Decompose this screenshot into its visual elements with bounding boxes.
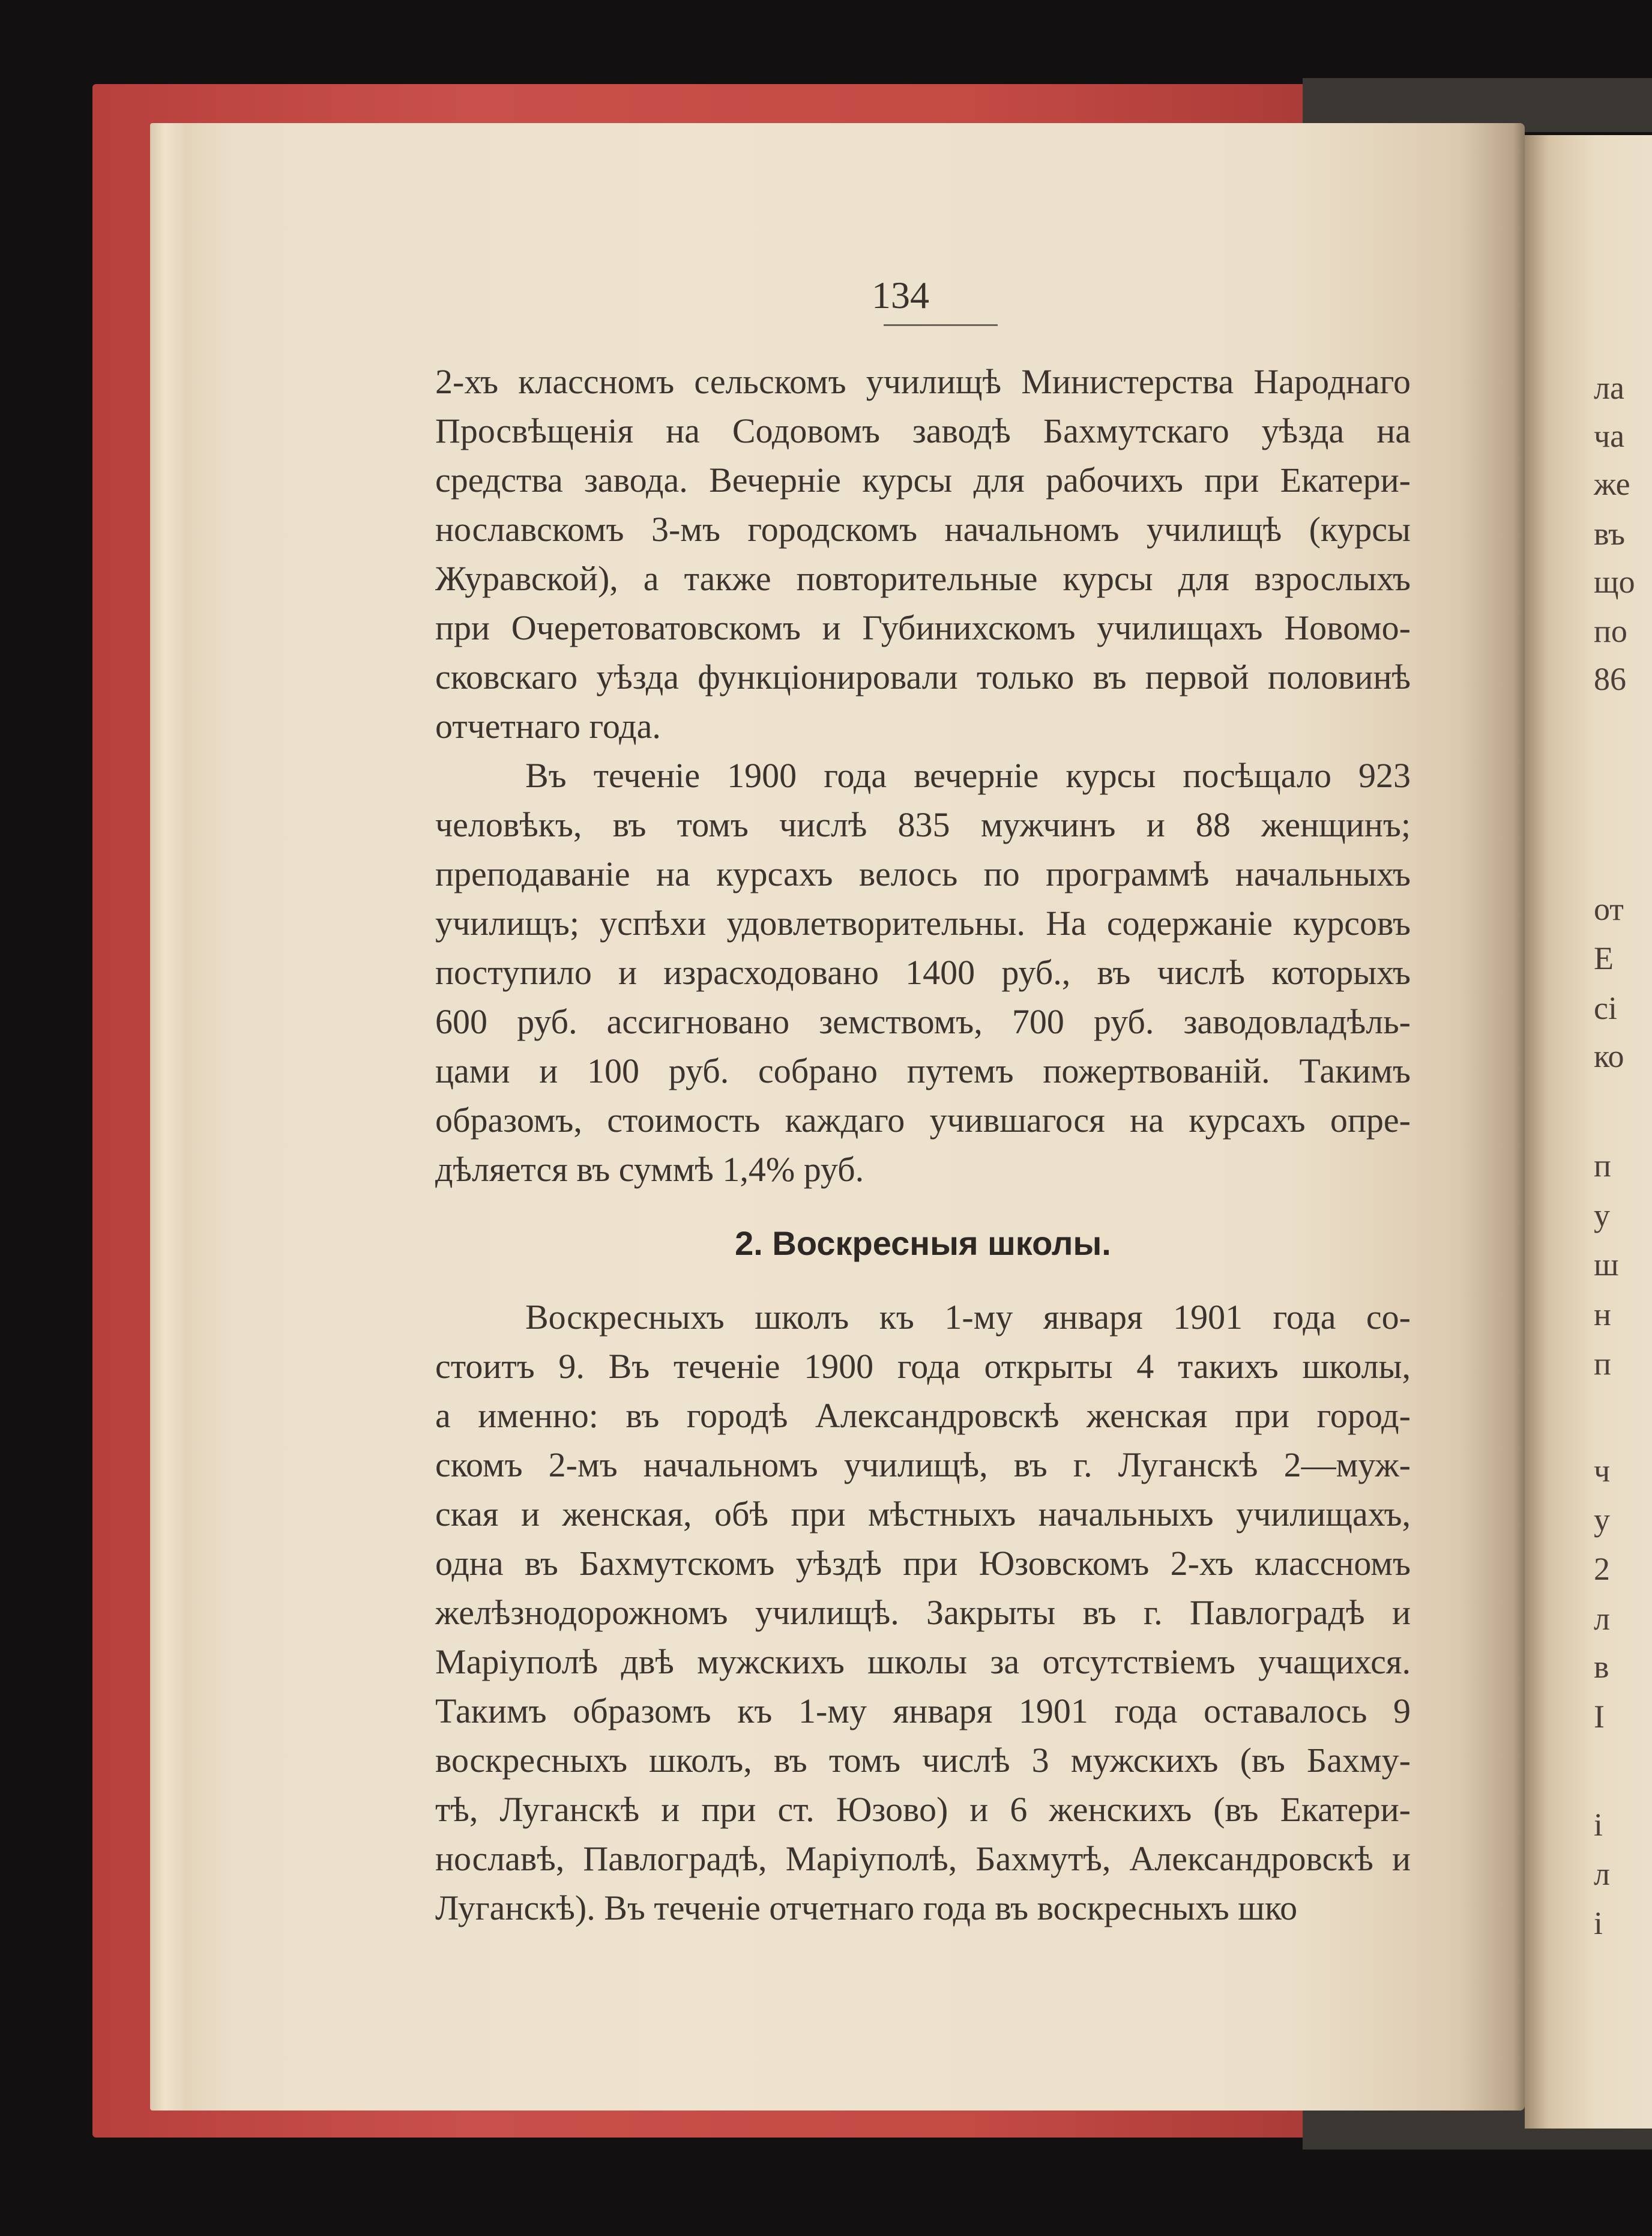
facing-page-fragment: в	[1594, 1649, 1609, 1685]
text-line: Маріуполѣ двѣ мужскихъ школы за отсутствіемъ учащихся.	[435, 1642, 1411, 1681]
facing-page-fragment: 86	[1594, 661, 1626, 697]
facing-page-fragment: І	[1594, 1699, 1605, 1735]
text-line: преподаваніе на курсахъ велось по программѣ начальныхъ	[435, 854, 1411, 893]
facing-page-fragment: ш	[1594, 1246, 1619, 1283]
facing-page-fragment: от	[1594, 891, 1624, 927]
text-line: отчетнаго года.	[435, 707, 661, 746]
facing-page-fragment: п	[1594, 1346, 1611, 1382]
text-line: дѣляется въ суммѣ 1,4% руб.	[435, 1150, 864, 1189]
text-line: средства завода. Вечерніе курсы для рабочихъ при Екатери-	[435, 461, 1411, 500]
facing-page-fragment: і	[1594, 1807, 1603, 1843]
text-line: 2-хъ классномъ сельскомъ училищѣ Министерства Народнаго	[435, 362, 1411, 401]
facing-page-fragment: же	[1594, 466, 1630, 502]
text-line: Луганскѣ). Въ теченіе отчетнаго года въ воскресныхъ шко	[435, 1888, 1298, 1927]
text-line: Въ теченіе 1900 года вечерніе курсы посѣщало 923	[525, 756, 1411, 795]
text-line: образомъ, стоимость каждаго учившагося на курсахъ опре-	[435, 1101, 1411, 1140]
text-line: Такимъ образомъ къ 1-му января 1901 года оставалось 9	[435, 1691, 1411, 1730]
facing-page-fragment: п	[1594, 1147, 1611, 1183]
facing-page-fragment: по	[1594, 613, 1627, 649]
text-line: а именно: въ городѣ Александровскѣ женская при город-	[435, 1396, 1411, 1435]
facing-page-fragment: н	[1594, 1296, 1611, 1332]
paragraph	[435, 751, 1411, 1194]
text-line: поступило и израсходовано 1400 руб., въ числѣ которыхъ	[435, 953, 1411, 992]
text-line: сковскаго уѣзда функціонировали только въ первой половинѣ	[435, 657, 1411, 696]
facing-page-fragment: і	[1594, 1905, 1603, 1941]
facing-page-fragment: у	[1594, 1502, 1610, 1538]
text-line: при Очеретоватовскомъ и Губинихскомъ училищахъ Новомо-	[435, 608, 1411, 647]
facing-page-fragment: у	[1594, 1197, 1610, 1233]
facing-page-fragment: ч	[1594, 1452, 1611, 1488]
facing-page	[1525, 135, 1652, 2129]
facing-page-fragment: въ	[1594, 516, 1626, 552]
paragraph	[435, 357, 1411, 751]
section-heading: 2. Воскресныя школы.	[735, 1224, 1111, 1262]
text-line: тѣ, Луганскѣ и при ст. Юзово) и 6 женскихъ (въ Екатери-	[435, 1790, 1411, 1829]
text-line: стоитъ 9. Въ теченіе 1900 года открыты 4 такихъ школы,	[435, 1347, 1411, 1386]
facing-page-fragment: ла	[1594, 370, 1624, 406]
text-line: Воскресныхъ школъ къ 1-му января 1901 года со-	[525, 1298, 1411, 1337]
text-line: нославскомъ 3-мъ городскомъ начальномъ училищѣ (курсы	[435, 510, 1411, 549]
facing-page-fragment: ко	[1594, 1038, 1624, 1074]
text-line: человѣкъ, въ томъ числѣ 835 мужчинъ и 88 женщинъ;	[435, 805, 1411, 844]
text-line: училищъ; успѣхи удовлетворительны. На содержаніе курсовъ	[435, 904, 1411, 943]
text-line: желѣзнодорожномъ училищѣ. Закрыты въ г. Павлоградѣ и	[435, 1593, 1411, 1632]
page-body	[435, 357, 1411, 1933]
text-line: одна въ Бахмутскомъ уѣздѣ при Юзовскомъ 2-хъ классномъ	[435, 1544, 1411, 1583]
text-line: нославѣ, Павлоградѣ, Маріуполѣ, Бахмутѣ, Александровскѣ и	[435, 1839, 1411, 1878]
paragraph	[435, 1293, 1411, 1933]
text-line: воскресныхъ школъ, въ томъ числѣ 3 мужскихъ (въ Бахму-	[435, 1741, 1411, 1780]
facing-page-fragment: л	[1594, 1856, 1610, 1892]
text-line: Просвѣщенія на Содовомъ заводѣ Бахмутскаго уѣзда на	[435, 411, 1411, 450]
facing-page-fragment: сі	[1594, 990, 1617, 1026]
facing-page-fragment: що	[1594, 564, 1635, 600]
text-line: цами и 100 руб. собрано путемъ пожертвованій. Такимъ	[435, 1051, 1411, 1090]
facing-page-fragment: 2	[1594, 1551, 1610, 1587]
text-line: ская и женская, обѣ при мѣстныхъ начальныхъ училищахъ,	[435, 1494, 1411, 1533]
facing-page-fragment: л	[1594, 1601, 1610, 1637]
text-line: Журавской), а также повторительные курсы для взрослыхъ	[435, 559, 1411, 598]
page-number: 134	[872, 274, 929, 316]
page-number-rule	[884, 324, 998, 326]
text-line: скомъ 2-мъ начальномъ училищѣ, въ г. Луганскѣ 2—муж-	[435, 1445, 1411, 1484]
text-line: 600 руб. ассигновано земствомъ, 700 руб. заводовладѣль-	[435, 1002, 1411, 1041]
facing-page-fragment: ча	[1594, 418, 1625, 454]
facing-page-fragment: Е	[1594, 940, 1614, 976]
